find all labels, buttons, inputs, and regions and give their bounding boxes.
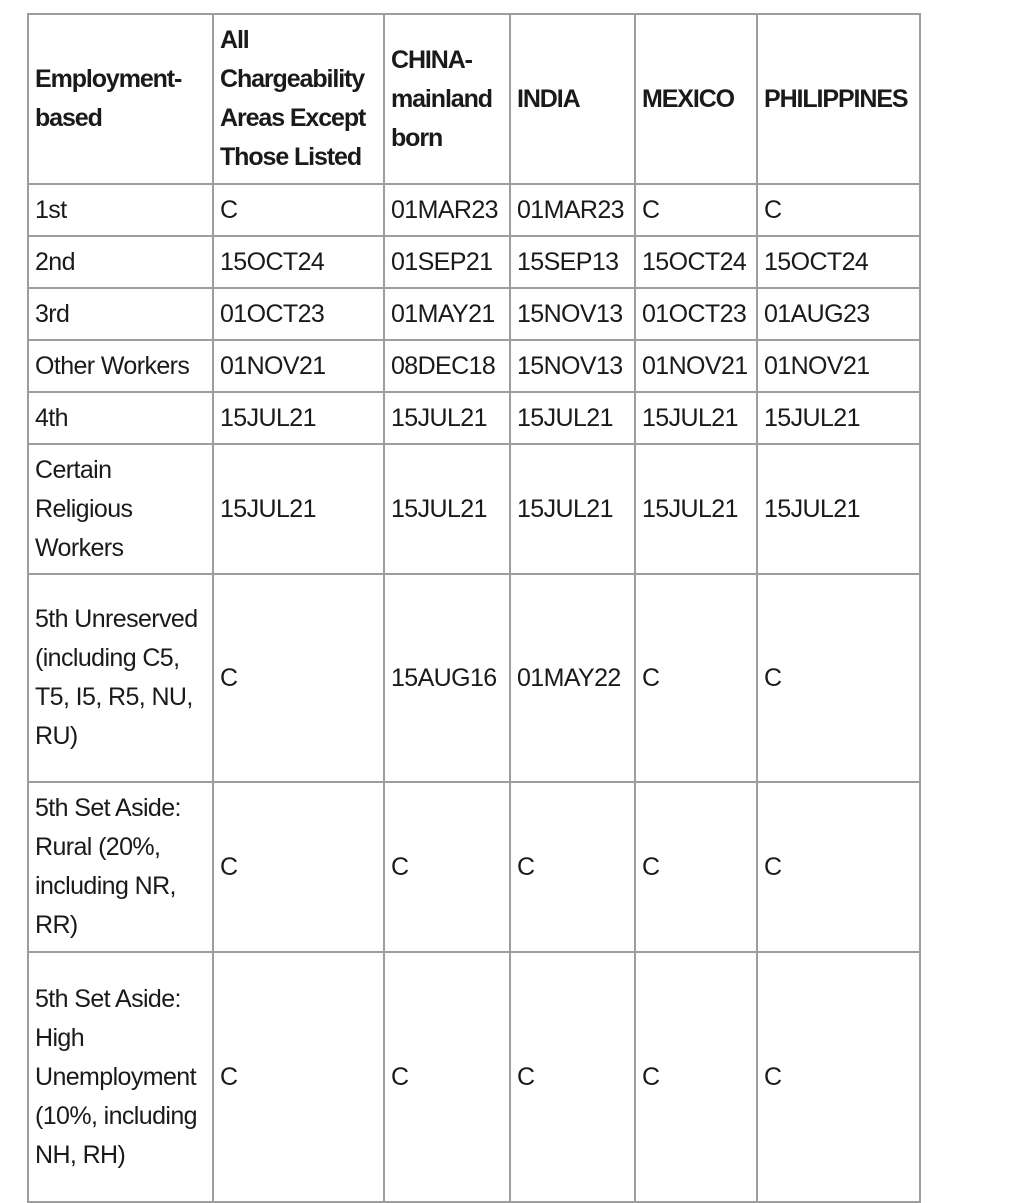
table-row xyxy=(28,574,920,782)
date-cell: 15AUG16 xyxy=(384,574,510,782)
category-cell: 5th Set Aside: Rural (20%, including NR, RR) xyxy=(28,782,213,952)
date-cell: 15JUL21 xyxy=(510,392,635,444)
date-cell: 08DEC18 xyxy=(384,340,510,392)
table-header-row xyxy=(28,14,920,184)
date-cell: 15JUL21 xyxy=(213,444,384,574)
date-cell: 15NOV13 xyxy=(510,340,635,392)
date-cell: 01NOV21 xyxy=(213,340,384,392)
table-row xyxy=(28,392,920,444)
date-cell: 01OCT23 xyxy=(213,288,384,340)
header-cell: All Chargeability Areas Except Those Listed xyxy=(213,14,384,184)
date-cell: C xyxy=(635,184,757,236)
category-cell: Other Workers xyxy=(28,340,213,392)
date-cell: C xyxy=(635,782,757,952)
date-cell: C xyxy=(635,574,757,782)
date-cell: C xyxy=(213,952,384,1202)
date-cell: 15OCT24 xyxy=(757,236,920,288)
date-cell: 15JUL21 xyxy=(635,392,757,444)
date-cell: 15OCT24 xyxy=(213,236,384,288)
category-cell: 1st xyxy=(28,184,213,236)
date-cell: C xyxy=(510,952,635,1202)
date-cell: 01SEP21 xyxy=(384,236,510,288)
date-cell: C xyxy=(213,782,384,952)
date-cell: 15JUL21 xyxy=(384,444,510,574)
visa-bulletin-table xyxy=(27,13,921,1203)
date-cell: 01OCT23 xyxy=(635,288,757,340)
date-cell: 15OCT24 xyxy=(635,236,757,288)
header-cell: MEXICO xyxy=(635,14,757,184)
category-cell: 5th Unreserved (including C5, T5, I5, R5, NU, RU) xyxy=(28,574,213,782)
header-cell: Employment-based xyxy=(28,14,213,184)
date-cell: C xyxy=(757,574,920,782)
date-cell: 01MAY22 xyxy=(510,574,635,782)
category-cell: 5th Set Aside: High Unemployment (10%, including NH, RH) xyxy=(28,952,213,1202)
table-row xyxy=(28,184,920,236)
date-cell: 01NOV21 xyxy=(757,340,920,392)
date-cell: C xyxy=(757,184,920,236)
table-row xyxy=(28,444,920,574)
category-cell: 4th xyxy=(28,392,213,444)
date-cell: 01MAR23 xyxy=(510,184,635,236)
date-cell: C xyxy=(635,952,757,1202)
date-cell: C xyxy=(213,574,384,782)
date-cell: 01MAY21 xyxy=(384,288,510,340)
table-row xyxy=(28,236,920,288)
date-cell: 15NOV13 xyxy=(510,288,635,340)
date-cell: 15JUL21 xyxy=(510,444,635,574)
date-cell: C xyxy=(757,782,920,952)
date-cell: C xyxy=(384,952,510,1202)
category-cell: 3rd xyxy=(28,288,213,340)
table-container xyxy=(27,13,921,1203)
header-cell: PHILIPPINES xyxy=(757,14,920,184)
date-cell: 15JUL21 xyxy=(757,392,920,444)
date-cell: C xyxy=(510,782,635,952)
table-row xyxy=(28,340,920,392)
table-row xyxy=(28,782,920,952)
date-cell: C xyxy=(213,184,384,236)
date-cell: 15JUL21 xyxy=(384,392,510,444)
date-cell: 01MAR23 xyxy=(384,184,510,236)
category-cell: Certain Religious Workers xyxy=(28,444,213,574)
date-cell: C xyxy=(384,782,510,952)
date-cell: C xyxy=(757,952,920,1202)
date-cell: 15SEP13 xyxy=(510,236,635,288)
date-cell: 15JUL21 xyxy=(635,444,757,574)
table-row xyxy=(28,952,920,1202)
header-cell: CHINA-mainland born xyxy=(384,14,510,184)
header-cell: INDIA xyxy=(510,14,635,184)
table-row xyxy=(28,288,920,340)
date-cell: 15JUL21 xyxy=(213,392,384,444)
category-cell: 2nd xyxy=(28,236,213,288)
date-cell: 01NOV21 xyxy=(635,340,757,392)
date-cell: 01AUG23 xyxy=(757,288,920,340)
date-cell: 15JUL21 xyxy=(757,444,920,574)
